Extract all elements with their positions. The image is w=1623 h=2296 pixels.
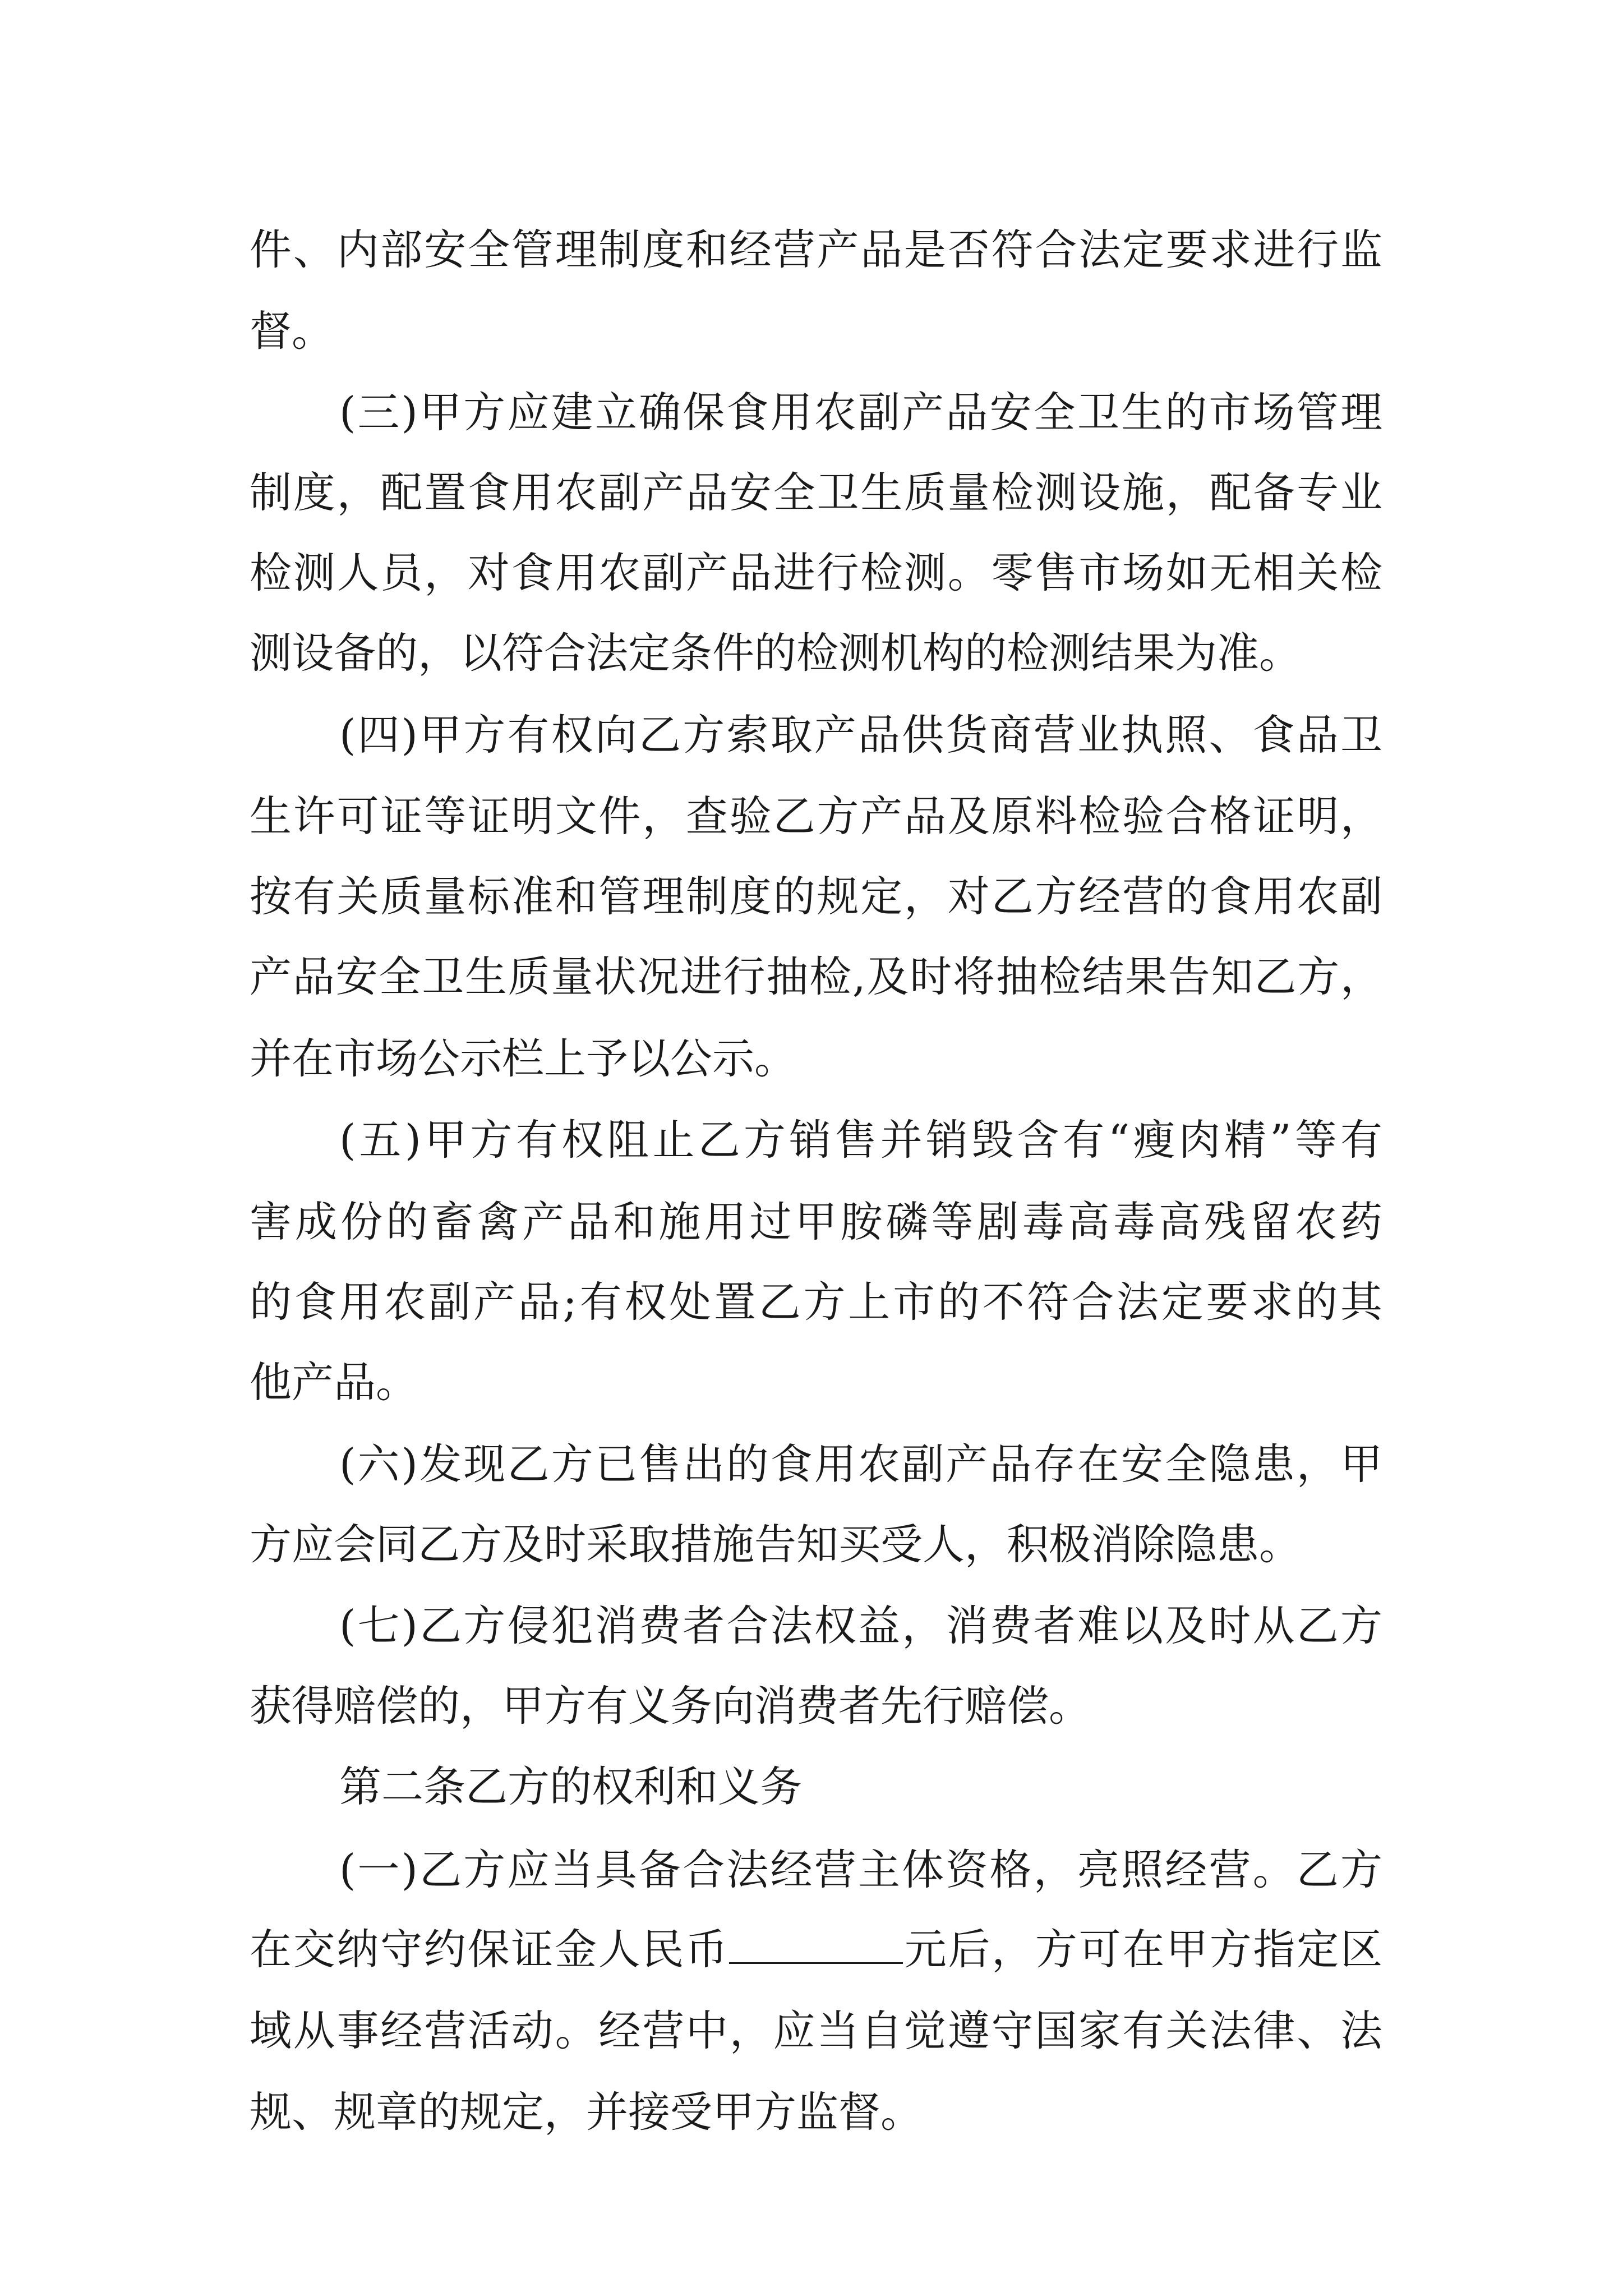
- paragraph-line-with-blank: [250, 1907, 1382, 1991]
- paragraph-line: 获得赔偿的，甲方有义务向消费者先行赔偿。: [250, 1681, 1091, 1731]
- paragraph-line: 域从事经营活动。经营中，应当自觉遵守国家有关法律、法: [250, 2006, 1382, 2055]
- paragraph-line: (七)乙方侵犯消费者合法权益，消费者难以及时从乙方: [339, 1601, 1382, 1650]
- paragraph-line: (一)乙方应当具备合法经营主体资格，亮照经营。乙方: [339, 1845, 1382, 1894]
- paragraph-line: 生许可证等证明文件，查验乙方产品及原料检验合格证明，: [250, 792, 1382, 841]
- text-before-blank: 在交纳守约保证金人民币: [250, 1925, 729, 1974]
- paragraph-line: 检测人员，对食用农副产品进行检测。零售市场如无相关检: [250, 548, 1382, 597]
- paragraph-line: (六)发现乙方已售出的食用农副产品存在安全隐患，甲: [339, 1439, 1382, 1489]
- paragraph-line: 方应会同乙方及时采取措施告知买受人，积极消除隐患。: [250, 1520, 1302, 1569]
- text-after-blank: 元后，方可在甲方指定区: [903, 1925, 1382, 1974]
- paragraph-line: 督。: [250, 306, 334, 356]
- paragraph-line: 产品安全卫生质量状况进行抽检,及时将抽检结果告知乙方，: [250, 952, 1382, 1001]
- paragraph-line: 规、规章的规定，并接受甲方监督。: [250, 2087, 923, 2137]
- paragraph-line: 他产品。: [250, 1358, 418, 1407]
- paragraph-line: 害成份的畜禽产品和施用过甲胺磷等剧毒高毒高残留农药: [250, 1197, 1382, 1246]
- paragraph-line: (三)甲方应建立确保食用农副产品安全卫生的市场管理: [339, 388, 1382, 437]
- paragraph-line: 制度，配置食用农副产品安全卫生质量检测设施，配备专业: [250, 468, 1382, 517]
- paragraph-line: 并在市场公示栏上予以公示。: [250, 1034, 797, 1083]
- deposit-amount-blank: [729, 1923, 903, 1964]
- paragraph-line: (四)甲方有权向乙方索取产品供货商营业执照、食品卫: [339, 710, 1382, 760]
- paragraph-line: 测设备的，以符合法定条件的检测机构的检测结果为准。: [250, 628, 1302, 678]
- section-heading: 第二条乙方的权利和义务: [339, 1762, 803, 1811]
- paragraph-line: 的食用农副产品;有权处置乙方上市的不符合法定要求的其: [250, 1277, 1382, 1327]
- paragraph-line: 件、内部安全管理制度和经营产品是否符合法定要求进行监: [250, 225, 1382, 274]
- paragraph-line: 按有关质量标准和管理制度的规定，对乙方经营的食用农副: [250, 872, 1382, 921]
- paragraph-line: (五)甲方有权阻止乙方销售并销毁含有“瘦肉精”等有: [339, 1115, 1382, 1165]
